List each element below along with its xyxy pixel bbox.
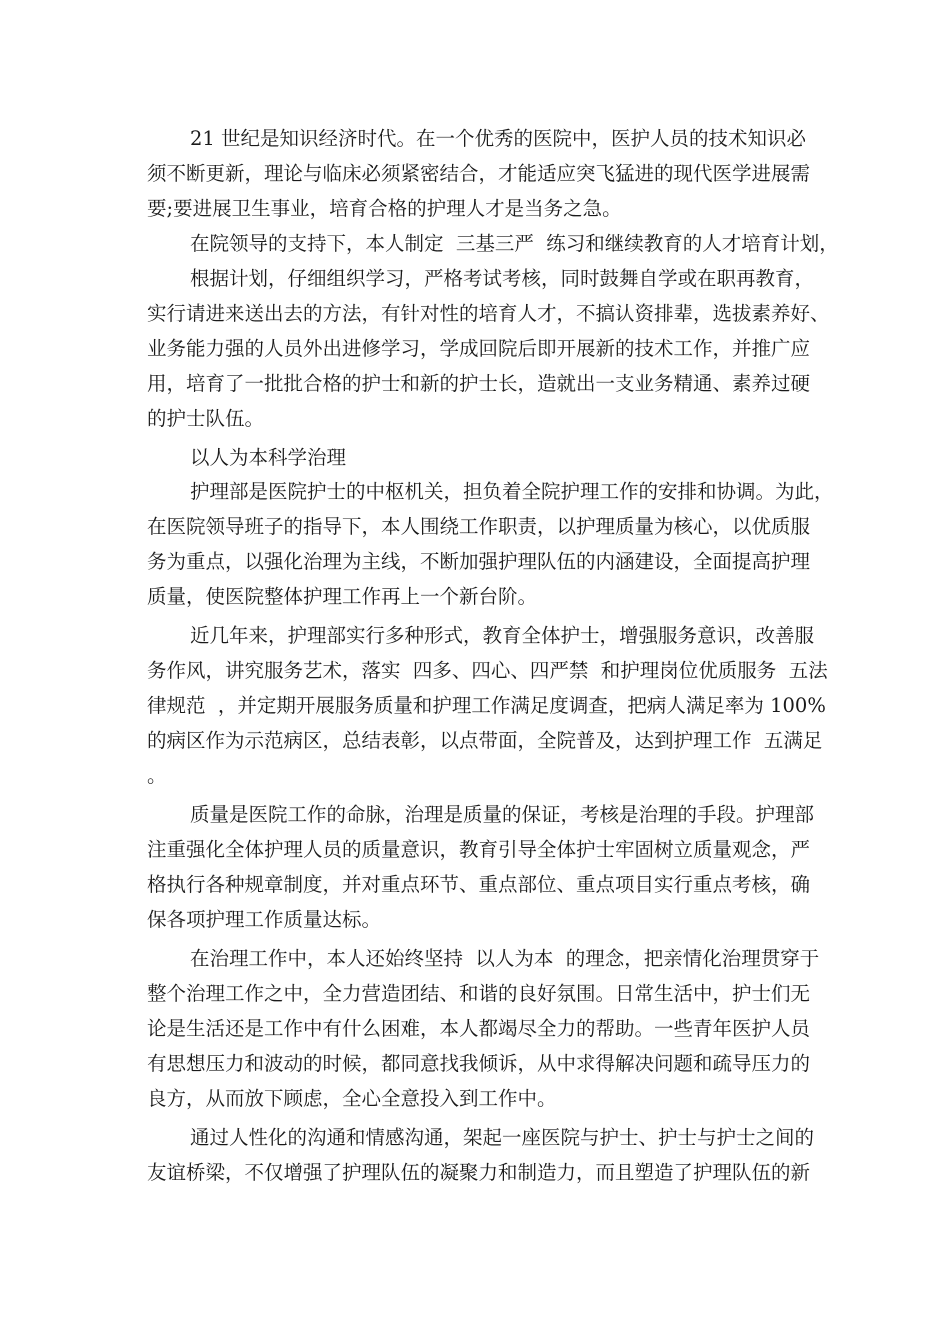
text-line: 务作风，讲究服务艺术，落实 四多、四心、四严禁 和护理岗位优质服务 五法 (147, 659, 828, 682)
text-line: 在治理工作中，本人还始终坚持 以人为本 的理念，把亲情化治理贯穿于 (190, 947, 820, 970)
text-line: 近几年来，护理部实行多种形式，教育全体护士，增强服务意识，改善服 (190, 624, 815, 647)
text-line: 。 (147, 764, 167, 787)
text-line: 的护士队伍。 (147, 407, 265, 430)
text-line: 务为重点，以强化治理为主线，不断加强护理队伍的内涵建设，全面提高护理 (147, 550, 811, 573)
text-line: 通过人性化的沟通和情感沟通，架起一座医院与护士、护士与护士之间的 (190, 1126, 815, 1149)
text-line: 须不断更新，理论与临床必须紧密结合，才能适应突飞猛进的现代医学进展需 (147, 162, 811, 185)
text-line: 友谊桥梁，不仅增强了护理队伍的凝聚力和制造力，而且塑造了护理队伍的新 (147, 1161, 811, 1184)
text-line: 质量，使医院整体护理工作再上一个新台阶。 (147, 585, 538, 608)
text-line: 格执行各种规章制度，并对重点环节、重点部位、重点项目实行重点考核，确 (147, 873, 811, 896)
text-line: 论是生活还是工作中有什么困难，本人都竭尽全力的帮助。一些青年医护人员 (147, 1017, 811, 1040)
text-line: 根据计划，仔细组织学习，严格考试考核，同时鼓舞自学或在职再教育， (190, 267, 815, 290)
text-line: 有思想压力和波动的时候，都同意找我倾诉，从中求得解决问题和疏导压力的 (147, 1052, 811, 1075)
text-line: 注重强化全体护理人员的质量意识，教育引导全体护士牢固树立质量观念，严 (147, 838, 811, 861)
text-line: 用，培育了一批批合格的护士和新的护士长，造就出一支业务精通、素养过硬 (147, 372, 811, 395)
text-line: 保各项护理工作质量达标。 (147, 908, 382, 931)
text-line: 实行请进来送出去的方法，有针对性的培育人才，不搞认资排辈，选拔素养好、 (147, 302, 830, 325)
text-line: 业务能力强的人员外出进修学习，学成回院后即开展新的技术工作，并推广应 (147, 337, 811, 360)
text-line: 以人为本科学治理 (190, 446, 347, 469)
text-line: 良方，从而放下顾虑，全心全意投入到工作中。 (147, 1087, 557, 1110)
text-line: 的病区作为示范病区，总结表彰，以点带面，全院普及，达到护理工作 五满足 (147, 729, 823, 752)
text-line: 在院领导的支持下，本人制定 三基三严 练习和继续教育的人才培育计划， (190, 232, 839, 255)
text-line: 护理部是医院护士的中枢机关，担负着全院护理工作的安排和协调。为此， (190, 480, 834, 503)
text-line: 要;要进展卫生事业，培育合格的护理人才是当务之急。 (147, 197, 622, 220)
text-line: 21 世纪是知识经济时代。在一个优秀的医院中，医护人员的技术知识必 (190, 127, 807, 150)
text-line: 质量是医院工作的命脉，治理是质量的保证，考核是治理的手段。护理部 (190, 803, 815, 826)
text-line: 在医院领导班子的指导下，本人围绕工作职责，以护理质量为核心，以优质服 (147, 515, 811, 538)
text-line: 律规范 ，并定期开展服务质量和护理工作满足度调查，把病人满足率为 100% (147, 694, 826, 717)
text-line: 整个治理工作之中，全力营造团结、和谐的良好氛围。日常生活中，护士们无 (147, 982, 811, 1005)
